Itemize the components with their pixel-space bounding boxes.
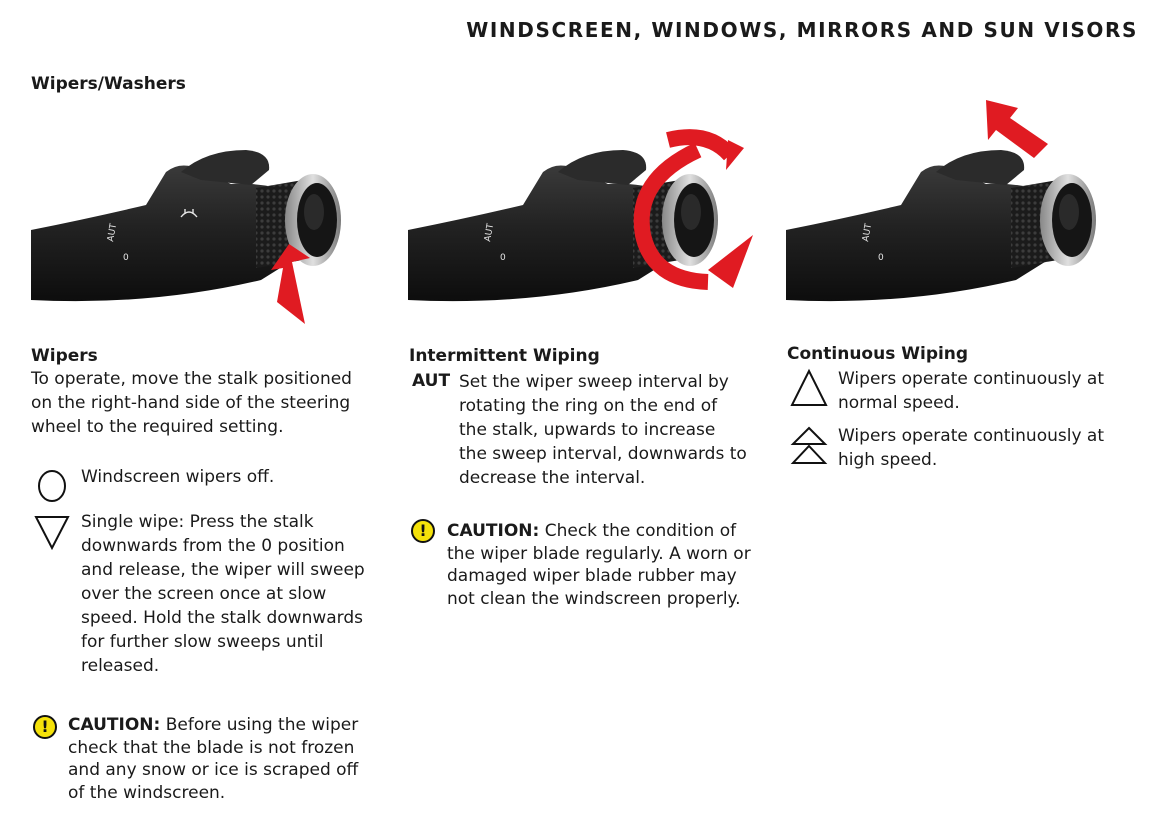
zero-stalk-label: 0 bbox=[878, 253, 884, 263]
rotate-arrow-head-up-icon bbox=[726, 140, 744, 170]
wipers-off-text: Windscreen wipers off. bbox=[81, 467, 275, 487]
caution-label: CAUTION: bbox=[68, 715, 161, 735]
rotate-arrow-head-down-icon bbox=[708, 235, 753, 288]
wiper-stalk-illustration-3 bbox=[786, 100, 1106, 330]
circle-icon bbox=[36, 468, 68, 504]
continuous-title: Continuous Wiping bbox=[787, 344, 969, 364]
wipers-caution: CAUTION: Before using the wiper check that the blade is not frozen and any snow or ice is scraped off of the windscreen. bbox=[68, 715, 359, 803]
intermittent-caution: CAUTION: Check the condition of the wiper blade regularly. A worn or damaged wiper blade rubber may not clean the windscreen properly. bbox=[447, 521, 751, 609]
aut-stalk-label: AUT bbox=[861, 222, 875, 243]
caution-icon: ! bbox=[33, 715, 57, 739]
wipers-title: Wipers bbox=[31, 346, 98, 366]
caution-label: CAUTION: bbox=[447, 521, 540, 541]
triangle-up-icon bbox=[790, 368, 828, 408]
page-title: WINDSCREEN, WINDOWS, MIRRORS AND SUN VISORS bbox=[466, 18, 1138, 42]
normal-speed-text: Wipers operate continuously at normal speed. bbox=[838, 369, 1105, 413]
intermittent-text: Set the wiper sweep interval by rotating the ring on the end of the stalk, upwards to increase the sweep interval, downwards to decrease the interval. bbox=[459, 372, 747, 488]
aut-stalk-label: AUT bbox=[483, 222, 497, 243]
zero-stalk-label: 0 bbox=[500, 253, 506, 263]
section-label: Wipers/Washers bbox=[31, 74, 186, 94]
wipers-intro: To operate, move the stalk positioned on the right-hand side of the steering wheel to the required setting. bbox=[31, 369, 352, 437]
double-triangle-up-icon bbox=[790, 425, 828, 467]
zero-stalk-label: 0 bbox=[123, 253, 129, 263]
high-speed-text: Wipers operate continuously at high speed. bbox=[838, 426, 1105, 470]
wiper-stalk-illustration-2 bbox=[408, 110, 768, 340]
intermittent-title: Intermittent Wiping bbox=[409, 346, 600, 366]
aut-key-label: AUT bbox=[412, 371, 451, 391]
wiper-stalk-illustration-1 bbox=[31, 110, 351, 340]
aut-stalk-label: AUT bbox=[106, 222, 120, 243]
triangle-down-icon bbox=[33, 512, 71, 550]
up-arrow-icon bbox=[986, 100, 1048, 158]
single-wipe-text: Single wipe: Press the stalk downwards from the 0 position and release, the wiper will sweep over the screen once at slow speed. Hold the stalk downwards for further slow sweeps until released. bbox=[81, 512, 365, 676]
caution-icon: ! bbox=[411, 519, 435, 543]
